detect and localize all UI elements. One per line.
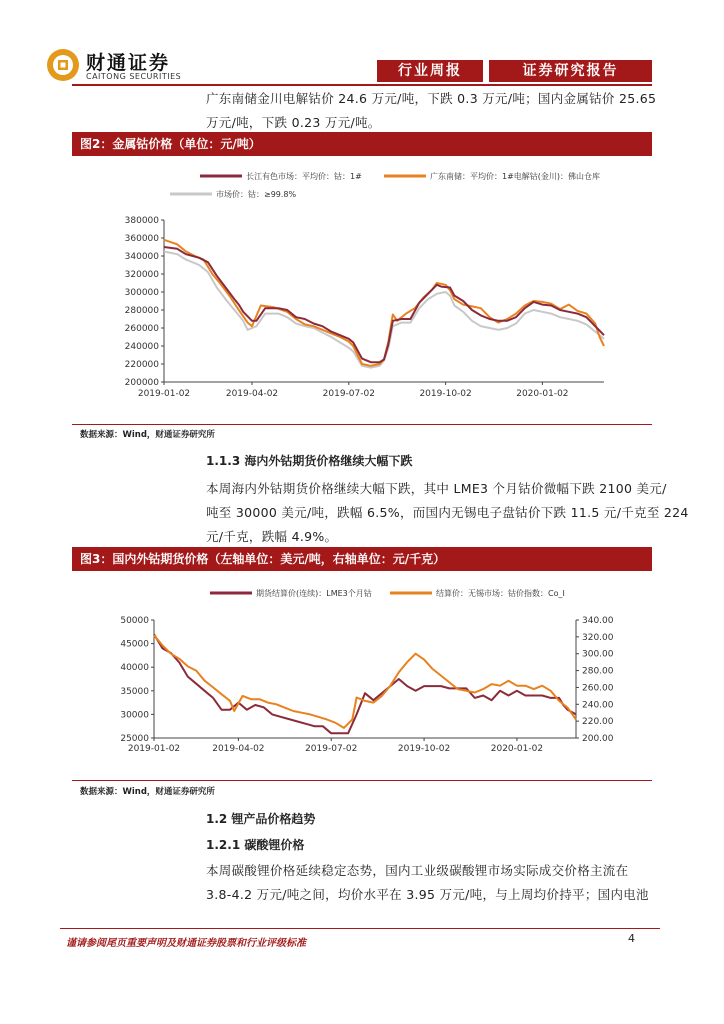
chart1-series <box>164 240 604 368</box>
page-number: 4 <box>628 932 635 945</box>
figure-2-source-divider <box>72 424 652 425</box>
figure-2-source: 数据来源：Wind，财通证券研究所 <box>80 430 215 440</box>
chart2-right-tick-label: 260.00 <box>582 683 614 694</box>
chart1-y-tick-label: 240000 <box>124 342 159 352</box>
chart1-y-tick-label: 320000 <box>124 270 159 280</box>
chart2-right-tick-label: 300.00 <box>582 649 614 660</box>
cobalt-futures-chart <box>72 576 652 776</box>
chart1-y-tick-label: 360000 <box>124 234 159 244</box>
chart2-x-tick-label: 2020-01-02 <box>490 744 544 754</box>
section-1-2-heading: 1.2 锂产品价格趋势 <box>206 812 316 826</box>
chart2-series <box>154 634 576 733</box>
legend-series-3: 市场价：钴：≥99.8% <box>216 190 297 199</box>
chart2-right-tick-label: 240.00 <box>582 700 614 711</box>
legend-lme-series: 期货结算价(连续)：LME3个月钴 <box>256 589 372 598</box>
chart2-x-tick-label: 2019-04-02 <box>212 744 265 754</box>
chart2-right-tick-label: 220.00 <box>582 717 614 728</box>
chart2-left-tick-label: 45000 <box>120 639 149 650</box>
chart2-axes <box>120 616 613 754</box>
section-1-2-1-line-1: 本周碳酸锂价格延续稳定态势，国内工业级碳酸锂市场实际成交价格主流在 <box>206 863 629 878</box>
chart1-legend <box>170 171 600 199</box>
section-1-2-1-heading: 1.2.1 碳酸锂价格 <box>206 838 305 852</box>
figure-3-source-divider <box>72 780 652 781</box>
chart1-y-tick-label: 200000 <box>124 378 159 388</box>
figure-2-title-bar <box>72 132 652 156</box>
chart2-legend <box>210 588 565 598</box>
footer-disclaimer: 谨请参阅尾页重要声明及财通证券股票和行业评级标准 <box>66 938 306 949</box>
chart2-x-tick-label: 2019-10-02 <box>397 744 451 754</box>
legend-wuxi-series: 结算价：无锡市场：钴价指数：Co_I <box>436 589 565 598</box>
chart1-y-tick-label: 220000 <box>124 360 159 370</box>
chart2-x-tick-label: 2019-07-02 <box>305 744 358 754</box>
chart2-right-tick-label: 280.00 <box>582 666 614 677</box>
chart1-x-tick-label: 2019-04-02 <box>225 389 279 399</box>
chart2-left-tick-label: 30000 <box>120 710 149 721</box>
logo-chinese-name: 财通证券 <box>86 52 171 74</box>
chart2-series-line-2 <box>154 635 576 728</box>
chart1-series-line-3 <box>164 252 604 368</box>
figure-2-title: 图2：金属钴价格（单位：元/吨） <box>80 137 261 151</box>
figure-3-title-bar <box>72 547 652 571</box>
chart2-right-tick-label: 320.00 <box>582 632 614 643</box>
figure-3-source: 数据来源：Wind，财通证券研究所 <box>80 787 215 797</box>
section-1-1-3-line-1: 本周海内外钴期货价格继续大幅下跌，其中 LME3 个月钴价微幅下跌 2100 美元/ <box>206 481 667 496</box>
footer-divider <box>60 928 660 929</box>
chart2-right-tick-label: 200.00 <box>582 734 614 744</box>
section-1-1-3-heading: 1.1.3 海内外钴期货价格继续大幅下跌 <box>206 454 413 468</box>
intro-line-2: 万元/吨，下跌 0.23 万元/吨。 <box>206 115 381 130</box>
chart1-y-tick-label: 260000 <box>124 324 159 334</box>
section-1-2-1-line-2: 3.8-4.2 万元/吨之间，均价水平在 3.95 万元/吨，与上周均价持平；国内电池 <box>206 887 649 902</box>
chart1-y-tick-label: 380000 <box>124 216 159 226</box>
chart1-y-tick-label: 280000 <box>124 306 159 316</box>
chart1-x-tick-label: 2019-01-02 <box>137 389 191 399</box>
cobalt-price-chart <box>72 160 652 410</box>
report-category-tab: 证券研究报告 <box>489 60 652 82</box>
intro-line-1: 广东南储金川电解钴价 24.6 万元/吨，下跌 0.3 万元/吨；国内金属钴价 25.65 <box>206 91 657 106</box>
legend-series-2: 广东南储：平均价：1#电解钴(金川)：佛山仓库 <box>430 172 601 181</box>
chart1-x-tick-label: 2020-01-02 <box>516 389 569 399</box>
chart2-right-tick-label: 340.00 <box>582 616 614 626</box>
logo-english-name: CAITONG SECURITIES <box>86 72 182 81</box>
chart1-x-tick-label: 2019-07-02 <box>322 389 375 399</box>
chart1-x-tick-label: 2019-10-02 <box>419 389 472 399</box>
chart1-y-tick-label: 300000 <box>124 288 159 298</box>
section-1-1-3-line-2: 吨至 30000 美元/吨，跌幅 6.5%，而国内无锡电子盘钴价下跌 11.5 元/千克至 224 <box>206 505 689 520</box>
caitong-logo-icon <box>46 48 80 82</box>
chart1-y-tick-label: 340000 <box>124 252 159 262</box>
report-type-tab: 行业周报 <box>377 60 483 82</box>
legend-series-1: 长江有色市场：平均价：钴：1# <box>246 172 362 181</box>
chart2-left-tick-label: 35000 <box>120 686 149 697</box>
chart2-left-tick-label: 25000 <box>120 734 149 744</box>
company-logo <box>46 46 206 86</box>
chart2-left-tick-label: 50000 <box>120 616 149 626</box>
figure-3-title: 图3：国内外钴期货价格（左轴单位：美元/吨，右轴单位：元/千克） <box>80 552 446 566</box>
chart1-axes <box>125 216 604 399</box>
chart2-x-tick-label: 2019-01-02 <box>127 744 181 754</box>
chart2-left-tick-label: 40000 <box>120 663 149 674</box>
section-1-1-3-line-3: 元/千克，跌幅 4.9%。 <box>206 529 338 544</box>
